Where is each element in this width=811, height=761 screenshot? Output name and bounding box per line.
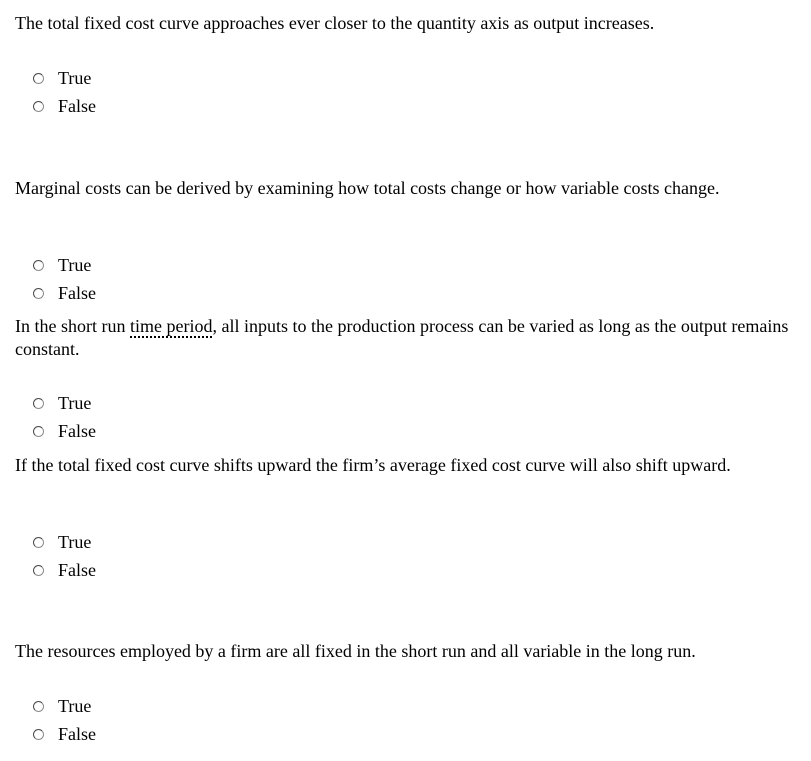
radio-button-icon[interactable] [33,288,44,299]
option-label: False [58,283,96,303]
radio-button-icon[interactable] [33,729,44,740]
question-3-option-false[interactable] [33,420,96,442]
radio-button-icon[interactable] [33,260,44,271]
radio-button-icon[interactable] [33,426,44,437]
question-5-option-true[interactable] [33,695,91,717]
option-label: True [58,68,92,88]
option-label: False [58,96,96,116]
option-label: False [58,421,96,441]
glossary-term-link[interactable]: time period [129,316,213,336]
radio-button-icon[interactable] [33,565,44,576]
question-4-text: If the total fixed cost curve shifts upward the firm’s average fixed cost curve will also shift upward. [15,455,731,475]
option-label: False [58,560,96,580]
question-1-text: The total fixed cost curve approaches ever closer to the quantity axis as output increases. [15,13,655,33]
question-1-option-true[interactable] [33,67,91,89]
radio-button-icon[interactable] [33,701,44,712]
question-2-option-false[interactable] [33,282,96,304]
question-5-text: The resources employed by a firm are all fixed in the short run and all variable in the long run. [15,641,696,661]
question-3-text [15,315,795,361]
question-2-text: Marginal costs can be derived by examining how total costs change or how variable costs change. [15,178,720,198]
question-2-option-true[interactable] [33,254,91,276]
question-1-option-false[interactable] [33,95,96,117]
radio-button-icon[interactable] [33,398,44,409]
question-5-option-false[interactable] [33,723,96,745]
option-label: True [58,393,92,413]
option-label: True [58,532,92,552]
question-4-option-true[interactable] [33,531,91,553]
question-3-text-start: In the short run [15,316,130,336]
question-3-option-true[interactable] [33,392,91,414]
radio-button-icon[interactable] [33,73,44,84]
radio-button-icon[interactable] [33,101,44,112]
option-label: False [58,724,96,744]
option-label: True [58,255,92,275]
option-label: True [58,696,92,716]
radio-button-icon[interactable] [33,537,44,548]
question-4-option-false[interactable] [33,559,96,581]
question-3-text-end: , all inputs to the production process can be varied as long as the output remains constant. [15,316,789,359]
